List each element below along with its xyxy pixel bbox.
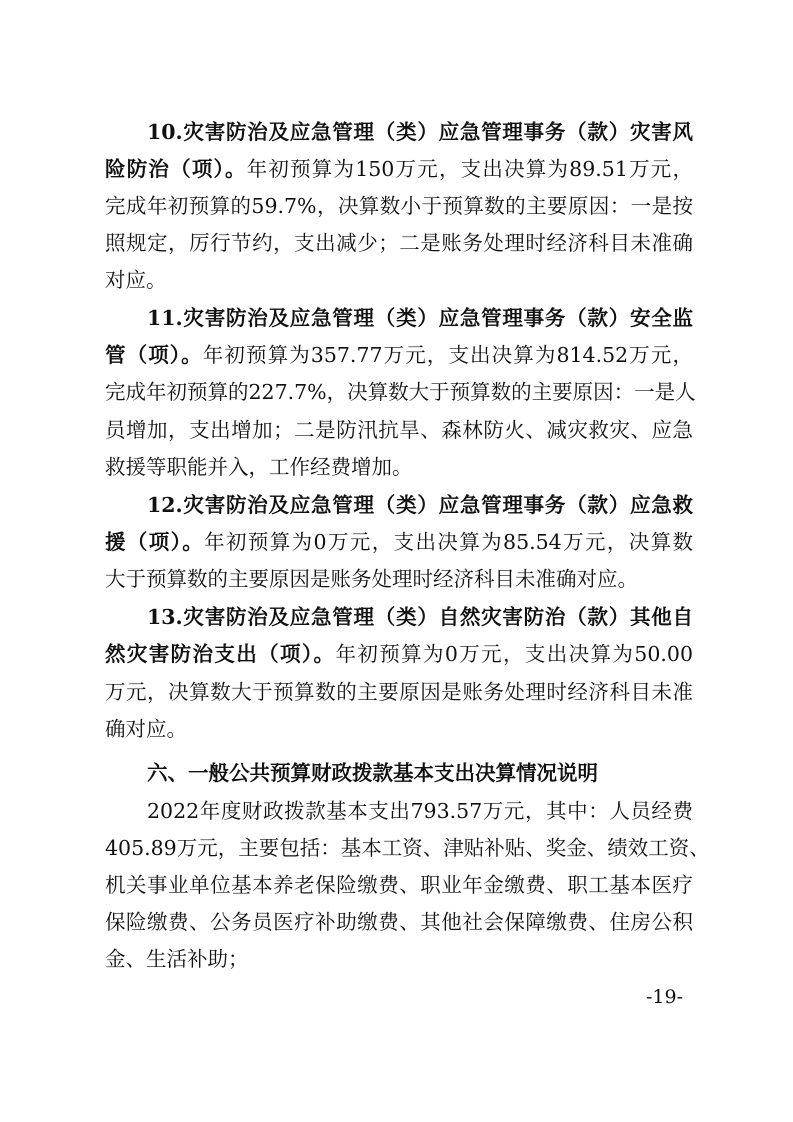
final-para-line3: 机关事业单位基本养老保险缴费、职业年金缴费、职工基本医疗 — [105, 873, 693, 897]
para12-line1: 12.灾害防治及应急管理（类）应急管理事务（款）应急救 — [147, 493, 693, 517]
para13-line1: 13.灾害防治及应急管理（类）自然灾害防治（款）其他自 — [147, 605, 693, 629]
final-para-line5: 金、生活补助； — [105, 947, 249, 971]
para13-line2: 然灾害防治支出（项）。年初预算为0万元，支出决算为50.00 — [105, 642, 693, 666]
final-para-line4: 保险缴费、公务员医疗补助缴费、其他社会保障缴费、住房公积 — [105, 910, 693, 934]
final-para-line1: 2022年度财政拨款基本支出793.57万元，其中：人员经费 — [147, 799, 693, 823]
para13-line4: 确对应。 — [105, 717, 187, 741]
para10-line4: 照规定，厉行节约，支出减少；二是账务处理时经济科目未准确 — [105, 231, 693, 255]
para10-line1: 10.灾害防治及应急管理（类）应急管理事务（款）灾害风 — [147, 120, 693, 144]
para11-line2: 管（项）。年初预算为357.77万元，支出决算为814.52万元， — [105, 343, 694, 367]
para10-line2: 险防治（项）。年初预算为150万元，支出决算为89.51万元， — [105, 157, 693, 181]
para11-line3: 完成年初预算的227.7%，决算数大于预算数的主要原因：一是人 — [105, 380, 696, 404]
page-number: -19- — [646, 986, 684, 1008]
final-para-line2: 405.89万元，主要包括：基本工资、津贴补贴、奖金、绩效工资、 — [105, 836, 710, 860]
para11-line5: 救援等职能并入，工作经费增加。 — [105, 455, 413, 479]
para10-line3: 完成年初预算的59.7%，决算数小于预算数的主要原因：一是按 — [105, 194, 693, 218]
para12-line3: 大于预算数的主要原因是账务处理时经济科目未准确对应。 — [105, 567, 638, 591]
para13-line3: 万元，决算数大于预算数的主要原因是账务处理时经济科目未准 — [105, 680, 693, 704]
para11-line4: 员增加，支出增加；二是防汛抗旱、森林防火、减灾救灾、应急 — [105, 418, 693, 442]
para12-line2: 援（项）。年初预算为0万元，支出决算为85.54万元，决算数 — [105, 530, 693, 554]
para11-line1: 11.灾害防治及应急管理（类）应急管理事务（款）安全监 — [147, 306, 693, 330]
section-heading: 六、一般公共预算财政拨款基本支出决算情况说明 — [147, 761, 598, 785]
para10-line5: 对应。 — [105, 268, 167, 292]
